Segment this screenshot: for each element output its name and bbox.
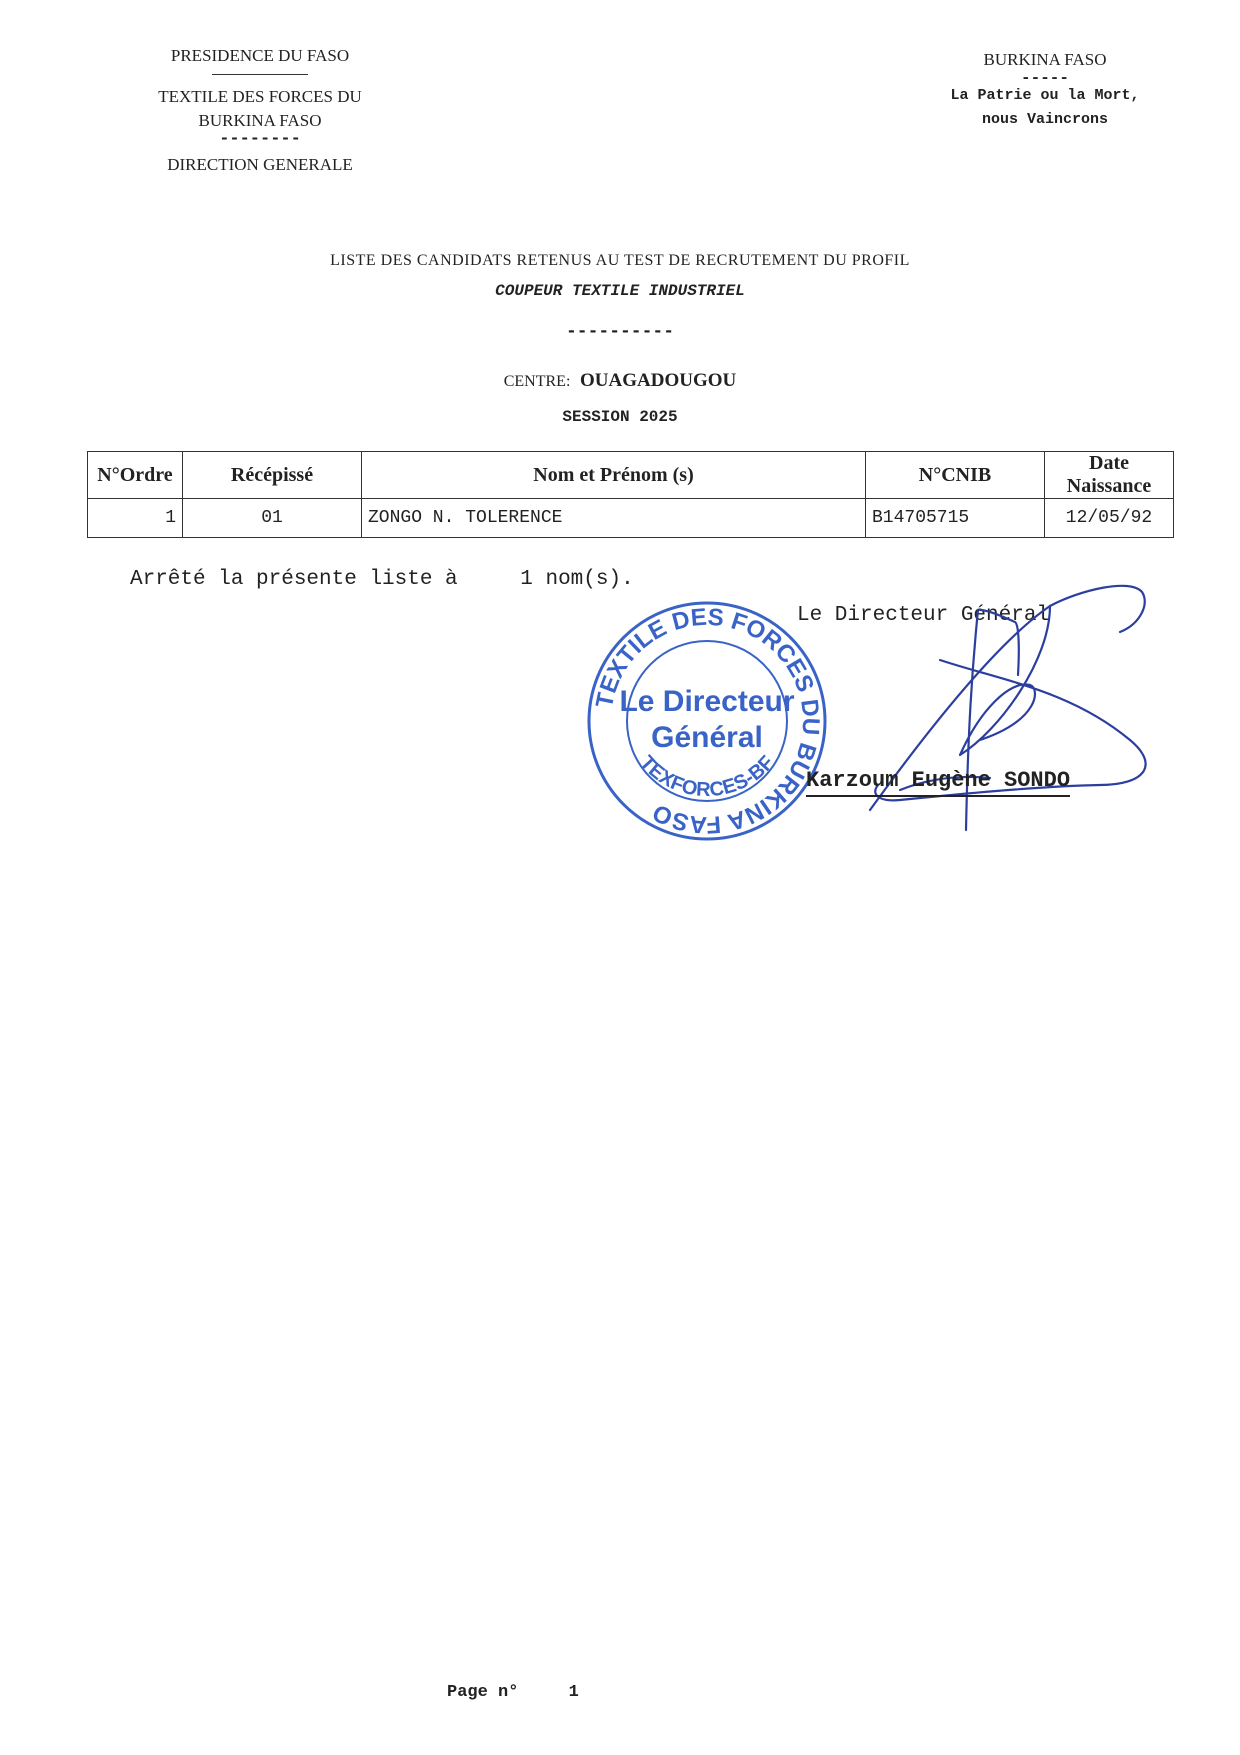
motto-line2: nous Vaincrons bbox=[981, 111, 1109, 128]
header-org-line2: BURKINA FASO bbox=[198, 111, 322, 130]
header-left-dashes: -------- bbox=[219, 130, 301, 149]
title-dashes: ---------- bbox=[565, 322, 675, 342]
col-ordre: N°Ordre bbox=[88, 452, 183, 499]
col-cnib: N°CNIB bbox=[866, 452, 1045, 499]
table-row bbox=[88, 499, 1174, 538]
centre-value: OUAGADOUGOU bbox=[580, 370, 737, 391]
col-naissance: Date Naissance bbox=[1045, 452, 1174, 499]
header-left bbox=[110, 44, 410, 177]
document-title bbox=[0, 246, 1240, 342]
cell-recepisse: 01 bbox=[183, 499, 362, 538]
header-org-line1: TEXTILE DES FORCES DU bbox=[158, 87, 362, 106]
table-header-row bbox=[88, 452, 1174, 499]
official-stamp bbox=[583, 597, 831, 845]
stamp-inner-text-2: Général bbox=[651, 721, 763, 754]
candidates-table bbox=[87, 451, 1174, 538]
col-nom: Nom et Prénom (s) bbox=[362, 452, 866, 499]
stamp-bottom-text: TEXFORCES-BF bbox=[635, 751, 779, 802]
signatory-title: Le Directeur Général bbox=[797, 604, 1050, 627]
page-number-footer bbox=[447, 1683, 579, 1702]
header-right bbox=[920, 48, 1170, 132]
closing-statement bbox=[130, 568, 634, 591]
cell-ordre: 1 bbox=[88, 499, 183, 538]
cell-naissance: 12/05/92 bbox=[1045, 499, 1174, 538]
centre-line bbox=[0, 370, 1240, 392]
header-direction: DIRECTION GENERALE bbox=[167, 155, 353, 174]
page-label: Page n° bbox=[447, 1683, 519, 1702]
signatory-name: Karzoum Eugène SONDO bbox=[806, 768, 1070, 797]
stamp-inner-text-1: Le Directeur bbox=[619, 685, 795, 718]
header-country: BURKINA FASO bbox=[983, 50, 1107, 69]
col-recepisse: Récépissé bbox=[183, 452, 362, 499]
cell-nom: ZONGO N. TOLERENCE bbox=[362, 499, 866, 538]
header-right-dashes: ----- bbox=[1020, 69, 1069, 87]
cell-cnib: B14705715 bbox=[866, 499, 1045, 538]
page-number: 1 bbox=[568, 1683, 579, 1702]
session-line: SESSION 2025 bbox=[562, 408, 678, 426]
handwritten-signature bbox=[840, 580, 1170, 850]
profile-name: COUPEUR TEXTILE INDUSTRIEL bbox=[495, 282, 745, 300]
header-presidence: PRESIDENCE DU FASO bbox=[170, 46, 350, 65]
header-rule bbox=[212, 74, 308, 75]
motto-line1: La Patrie ou la Mort, bbox=[950, 87, 1140, 104]
stamp-ring-text: TEXTILE DES FORCES DU BURKINA FASO bbox=[590, 603, 825, 839]
centre-label: CENTRE: bbox=[503, 373, 571, 390]
closing-prefix: Arrêté la présente liste à bbox=[130, 568, 458, 591]
title-line: LISTE DES CANDIDATS RETENUS AU TEST DE RECRUTEMENT DU PROFIL bbox=[330, 252, 910, 269]
closing-count: 1 nom(s). bbox=[520, 568, 634, 591]
